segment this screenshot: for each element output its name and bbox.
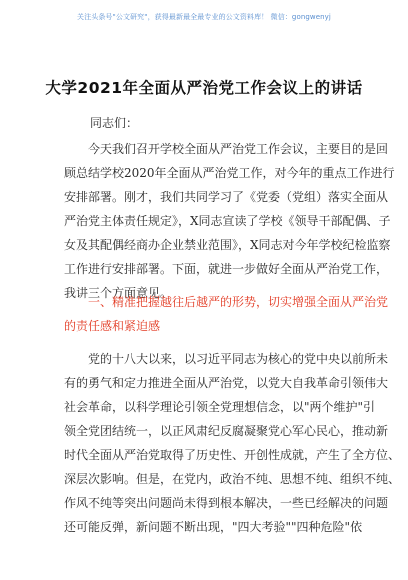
document-title: 大学2021年全面从严治党工作会议上的讲话 xyxy=(45,79,363,97)
heading-line: 的责任感和紧迫感 xyxy=(64,319,161,333)
header-banner xyxy=(0,0,408,34)
paragraph-line: 女及其配偶经商办企业禁业范围》，X同志对今年学校纪检监察 xyxy=(64,238,391,252)
paragraph-section-1 xyxy=(64,347,401,539)
paragraph-line: 安排部署。刚才，我们共同学习了《党委（党组）落实全面从 xyxy=(64,190,389,204)
banner-text: 关注头条号"公文研究"，获得最新最全最专业的公文资料库！ 微信：gongwenyj xyxy=(77,13,331,21)
heading-line: 一、精准把握越往后越严的形势，切实增强全面从严治党 xyxy=(88,295,389,309)
section-heading-1 xyxy=(64,290,389,338)
paragraph-line: 还可能反弹，新问题不断出现，"四大考验""四种危险"依 xyxy=(64,520,363,534)
paragraph-line: 有的勇气和定力推进全面从严治党，以党大自我革命引领伟大 xyxy=(64,376,389,390)
paragraph-line: 社会革命，以科学理论引领全党理想信念，以"两个维护"引 xyxy=(64,400,376,414)
paragraph-line: 领全党团结统一，以正风肃纪反腐凝聚党心军心民心，推动新 xyxy=(64,424,389,438)
paragraph-line: 顾总结学校2020年全面从严治党工作，对今年的重点工作进行 xyxy=(64,166,395,180)
paragraph-line: 作风不纯等突出问题尚未得到根本解决，一些已经解决的问题 xyxy=(64,496,389,510)
paragraph-line: 党的十八大以来，以习近平同志为核心的党中央以前所未 xyxy=(88,352,389,366)
paragraph-intro xyxy=(64,137,395,305)
paragraph-line: 工作进行安排部署。下面，就进一步做好全面从严治党工作， xyxy=(64,262,389,276)
greeting: 同志们： xyxy=(90,116,139,130)
paragraph-line: 我讲三个方面意见。 xyxy=(64,286,173,300)
paragraph-line: 严治党主体责任规定》，X同志宣读了学校《领导干部配偶、子 xyxy=(64,214,391,228)
paragraph-line: 时代全面从严治党取得了历史性、开创性成就，产生了全方位、 xyxy=(64,448,401,462)
paragraph-line: 今天我们召开学校全面从严治党工作会议，主要目的是回 xyxy=(88,142,389,156)
paragraph-line: 深层次影响。但是，在党内，政治不纯、思想不纯、组织不纯、 xyxy=(64,472,401,486)
